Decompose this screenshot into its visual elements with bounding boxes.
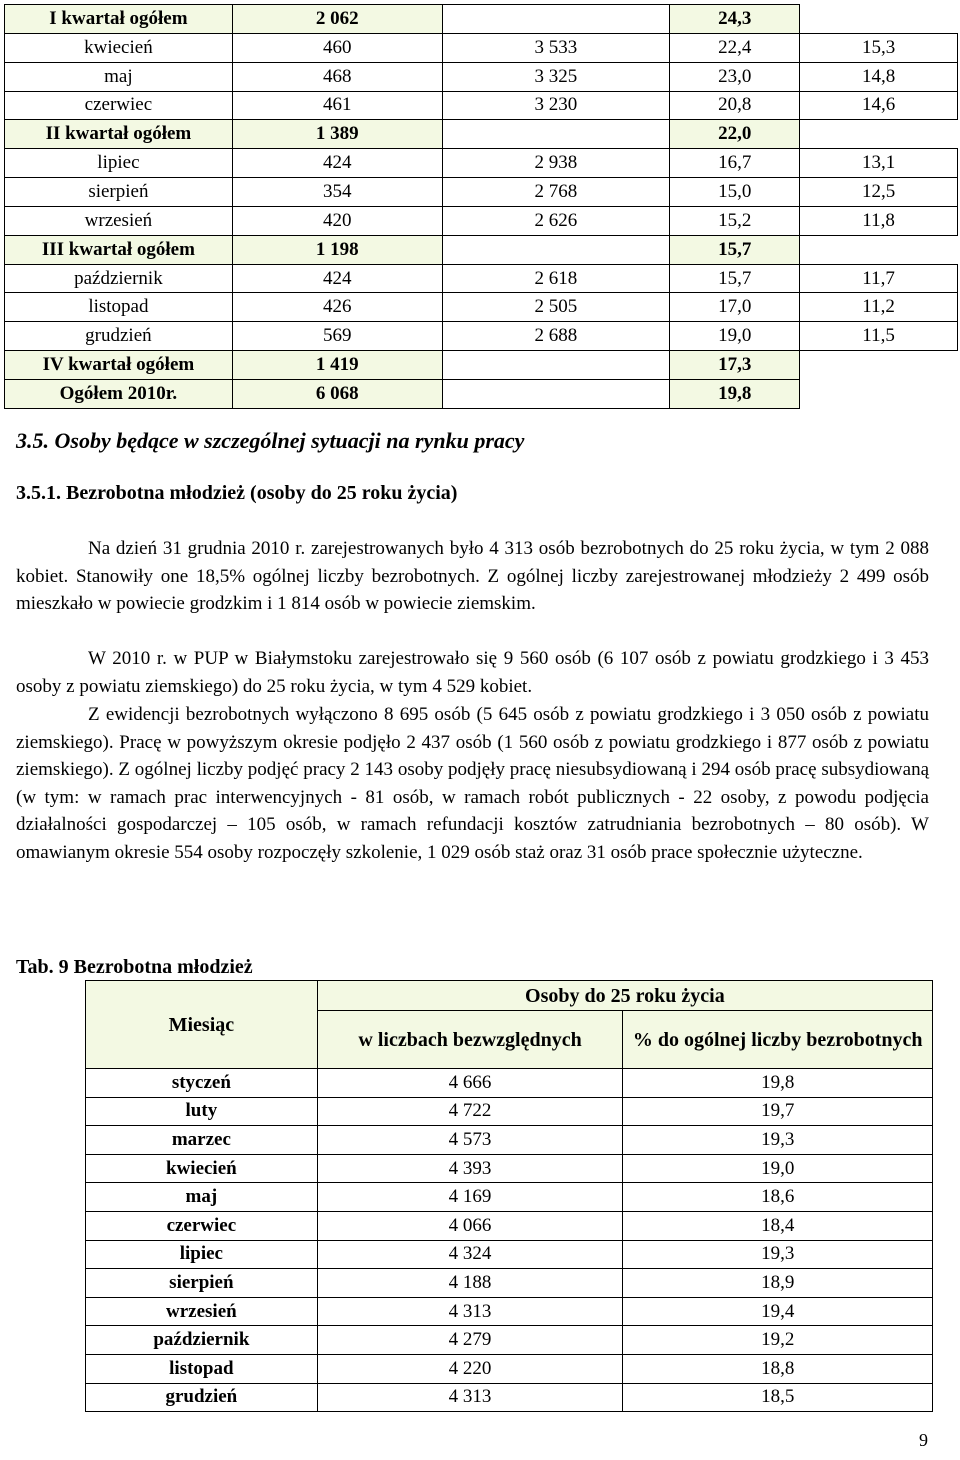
cell-value: 19,8 xyxy=(670,379,800,408)
cell-value: 14,8 xyxy=(800,62,958,91)
paragraph-3: Z ewidencji bezrobotnych wyłączono 8 695 osób (5 645 osób z powiatu grodzkiego i 3 050 osób z powiatu ziemskiego). Pracę w powyższym okresie podjęło 2 437 osób (1 560 osób z powiatu grodzkiego i 877 osób z powiatu ziemskiego). Z ogólnej liczby podjęć pracy 2 143 osoby podjęły pracę niesubsydiowaną i 294 osób pracę subsydiowaną (w tym: w ramach prac interwencyjnych - 81 osób, w ramach robót publicznych - 22 osoby, z powodu podjęcia działalności gospodarczej – 105 osób, w ramach refundacji kosztów zatrudniania bezrobotnych – 80 osób). W omawianym okresie 554 osoby rozpoczęły szkolenie, 1 029 osób staż oraz 31 osób prace społecznie użyteczne. xyxy=(16,704,929,863)
cell-value: 2 618 xyxy=(442,264,670,293)
cell-value: 468 xyxy=(232,62,442,91)
cell-value: 4 324 xyxy=(317,1240,623,1269)
cell-value: 461 xyxy=(232,91,442,120)
row-label: grudzień xyxy=(5,322,233,351)
cell-value: 15,7 xyxy=(670,235,800,264)
row-label: Ogółem 2010r. xyxy=(5,379,233,408)
table-row xyxy=(5,33,958,62)
month-label: luty xyxy=(86,1097,318,1126)
row-label: wrzesień xyxy=(5,206,233,235)
header-absolute: w liczbach bezwzględnych xyxy=(317,1011,623,1069)
table-row xyxy=(5,149,958,178)
cell-value: 22,0 xyxy=(670,120,800,149)
table-row xyxy=(5,293,958,322)
cell-value: 17,3 xyxy=(670,351,800,380)
cell-value: 18,4 xyxy=(623,1211,933,1240)
month-label: październik xyxy=(86,1326,318,1355)
table-row xyxy=(86,1326,933,1355)
cell-value xyxy=(442,5,670,34)
cell-value: 23,0 xyxy=(670,62,800,91)
cell-value: 19,0 xyxy=(623,1154,933,1183)
cell-value: 1 389 xyxy=(232,120,442,149)
youth-unemployment-table xyxy=(85,980,933,1412)
cell-value: 4 313 xyxy=(317,1297,623,1326)
month-label: kwiecień xyxy=(86,1154,318,1183)
cell-value: 16,7 xyxy=(670,149,800,178)
cell-value: 17,0 xyxy=(670,293,800,322)
cell-value: 19,0 xyxy=(670,322,800,351)
cell-value xyxy=(800,120,958,149)
cell-value: 2 505 xyxy=(442,293,670,322)
cell-value: 2 688 xyxy=(442,322,670,351)
table-row xyxy=(86,1269,933,1298)
table-row xyxy=(86,1097,933,1126)
cell-value: 569 xyxy=(232,322,442,351)
row-label: październik xyxy=(5,264,233,293)
cell-value: 12,5 xyxy=(800,178,958,207)
table-row xyxy=(5,235,958,264)
table-row xyxy=(5,322,958,351)
cell-value: 2 938 xyxy=(442,149,670,178)
header-month: Miesiąc xyxy=(86,981,318,1069)
cell-value xyxy=(800,379,958,408)
cell-value xyxy=(442,235,670,264)
table-row xyxy=(5,62,958,91)
cell-value: 6 068 xyxy=(232,379,442,408)
month-label: lipiec xyxy=(86,1240,318,1269)
table-row xyxy=(86,1126,933,1155)
table-row xyxy=(5,379,958,408)
cell-value: 4 169 xyxy=(317,1183,623,1212)
month-label: maj xyxy=(86,1183,318,1212)
cell-value: 19,7 xyxy=(623,1097,933,1126)
cell-value: 4 279 xyxy=(317,1326,623,1355)
cell-value: 11,2 xyxy=(800,293,958,322)
table-row xyxy=(86,1383,933,1412)
table-row xyxy=(86,1183,933,1212)
cell-value: 19,4 xyxy=(623,1297,933,1326)
cell-value: 426 xyxy=(232,293,442,322)
cell-value: 4 393 xyxy=(317,1154,623,1183)
header-group: Osoby do 25 roku życia xyxy=(317,981,932,1011)
month-label: wrzesień xyxy=(86,1297,318,1326)
row-label: III kwartał ogółem xyxy=(5,235,233,264)
cell-value: 14,6 xyxy=(800,91,958,120)
cell-value: 424 xyxy=(232,149,442,178)
cell-value: 19,3 xyxy=(623,1240,933,1269)
cell-value: 18,8 xyxy=(623,1354,933,1383)
cell-value: 15,3 xyxy=(800,33,958,62)
cell-value: 20,8 xyxy=(670,91,800,120)
section-heading: 3.5. Osoby będące w szczególnej sytuacji na rynku pracy xyxy=(16,428,525,453)
cell-value: 1 419 xyxy=(232,351,442,380)
cell-value: 11,8 xyxy=(800,206,958,235)
table-row xyxy=(5,206,958,235)
row-label: II kwartał ogółem xyxy=(5,120,233,149)
table-caption: Tab. 9 Bezrobotna młodzież xyxy=(16,956,253,978)
cell-value: 18,9 xyxy=(623,1269,933,1298)
cell-value: 1 198 xyxy=(232,235,442,264)
table-row xyxy=(5,91,958,120)
table-row xyxy=(5,120,958,149)
paragraph-1: Na dzień 31 grudnia 2010 r. zarejestrowanych było 4 313 osób bezrobotnych do 25 roku życia, w tym 2 088 kobiet. Stanowiły one 18,5% ogólnej liczby bezrobotnych. Z ogólnej liczby zarejestrowanej młodzieży 2 499 osób mieszkało w powiecie grodzkim i 1 814 osób w powiecie ziemskim. xyxy=(16,538,929,614)
row-label: czerwiec xyxy=(5,91,233,120)
table-row xyxy=(86,1354,933,1383)
table-row xyxy=(86,1297,933,1326)
row-label: IV kwartał ogółem xyxy=(5,351,233,380)
row-label: listopad xyxy=(5,293,233,322)
header-percent: % do ogólnej liczby bezrobotnych xyxy=(623,1011,933,1069)
cell-value: 4 666 xyxy=(317,1069,623,1098)
row-label: kwiecień xyxy=(5,33,233,62)
cell-value: 2 062 xyxy=(232,5,442,34)
cell-value xyxy=(442,120,670,149)
month-label: czerwiec xyxy=(86,1211,318,1240)
row-label: maj xyxy=(5,62,233,91)
cell-value: 19,8 xyxy=(623,1069,933,1098)
cell-value: 4 220 xyxy=(317,1354,623,1383)
cell-value: 24,3 xyxy=(670,5,800,34)
cell-value: 22,4 xyxy=(670,33,800,62)
cell-value xyxy=(800,5,958,34)
month-label: marzec xyxy=(86,1126,318,1155)
table-row xyxy=(86,1069,933,1098)
page-number: 9 xyxy=(919,1430,928,1450)
cell-value: 15,7 xyxy=(670,264,800,293)
cell-value: 4 722 xyxy=(317,1097,623,1126)
cell-value: 460 xyxy=(232,33,442,62)
month-label: grudzień xyxy=(86,1383,318,1412)
table-row xyxy=(86,1154,933,1183)
table-row xyxy=(5,264,958,293)
cell-value: 15,0 xyxy=(670,178,800,207)
cell-value xyxy=(442,379,670,408)
cell-value: 424 xyxy=(232,264,442,293)
cell-value: 11,5 xyxy=(800,322,958,351)
month-label: listopad xyxy=(86,1354,318,1383)
table-row xyxy=(5,5,958,34)
month-label: sierpień xyxy=(86,1269,318,1298)
paragraph-2: W 2010 r. w PUP w Białymstoku zarejestrowało się 9 560 osób (6 107 osób z powiatu grodzkiego i 3 453 osoby z powiatu ziemskiego) do 25 roku życia, w tym 4 529 kobiet. xyxy=(16,648,929,697)
cell-value xyxy=(800,235,958,264)
cell-value: 15,2 xyxy=(670,206,800,235)
cell-value: 19,2 xyxy=(623,1326,933,1355)
row-label: lipiec xyxy=(5,149,233,178)
cell-value: 18,6 xyxy=(623,1183,933,1212)
row-label: I kwartał ogółem xyxy=(5,5,233,34)
cell-value xyxy=(800,351,958,380)
cell-value: 3 325 xyxy=(442,62,670,91)
cell-value: 420 xyxy=(232,206,442,235)
table-row xyxy=(86,1211,933,1240)
monthly-unemployment-table xyxy=(4,4,958,409)
cell-value: 4 066 xyxy=(317,1211,623,1240)
cell-value: 354 xyxy=(232,178,442,207)
table-row xyxy=(86,1240,933,1269)
table-row xyxy=(5,178,958,207)
table-row xyxy=(5,351,958,380)
cell-value: 3 533 xyxy=(442,33,670,62)
month-label: styczeń xyxy=(86,1069,318,1098)
cell-value: 4 313 xyxy=(317,1383,623,1412)
cell-value: 19,3 xyxy=(623,1126,933,1155)
cell-value: 2 768 xyxy=(442,178,670,207)
cell-value: 4 573 xyxy=(317,1126,623,1155)
cell-value: 4 188 xyxy=(317,1269,623,1298)
cell-value xyxy=(442,351,670,380)
cell-value: 3 230 xyxy=(442,91,670,120)
cell-value: 11,7 xyxy=(800,264,958,293)
cell-value: 18,5 xyxy=(623,1383,933,1412)
row-label: sierpień xyxy=(5,178,233,207)
subsection-heading: 3.5.1. Bezrobotna młodzież (osoby do 25 roku życia) xyxy=(16,482,458,504)
cell-value: 13,1 xyxy=(800,149,958,178)
cell-value: 2 626 xyxy=(442,206,670,235)
